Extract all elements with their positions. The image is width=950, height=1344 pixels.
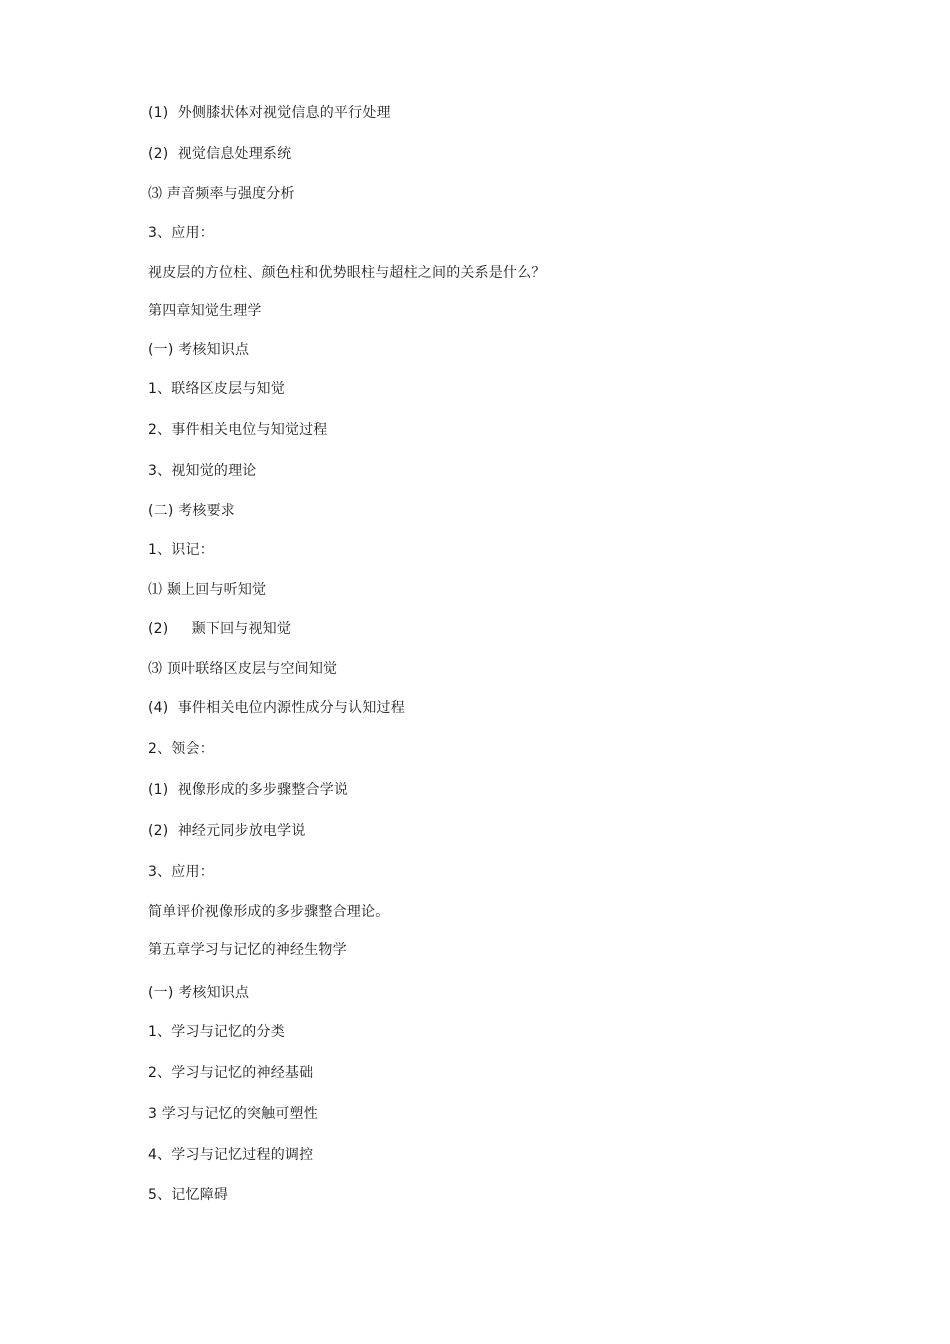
text-line: 1、学习与记忆的分类: [148, 1024, 285, 1040]
section-heading: (二) 考核要求: [148, 503, 235, 519]
text-line: (2) 颞下回与视知觉: [148, 621, 292, 637]
text-line: ⑶ 顶叶联络区皮层与空间知觉: [148, 661, 338, 677]
text-line: 简单评价视像形成的多步骤整合理论。: [148, 904, 390, 920]
chapter-heading: 第五章学习与记忆的神经生物学: [148, 942, 347, 958]
text-line: 4、学习与记忆过程的调控: [148, 1147, 314, 1163]
text-line: 3、应用：: [148, 864, 214, 880]
text-line: (1) 外侧膝状体对视觉信息的平行处理: [148, 105, 391, 121]
chapter-heading: 第四章知觉生理学: [148, 303, 262, 319]
section-heading: (一) 考核知识点: [148, 342, 250, 358]
text-line: ⑶ 声音频率与强度分析: [148, 186, 295, 202]
text-line: 2、事件相关电位与知觉过程: [148, 422, 328, 438]
text-line: 2、领会：: [148, 741, 214, 757]
text-line: 3 学习与记忆的突触可塑性: [148, 1106, 318, 1122]
text-line: ⑴ 颞上回与听知觉: [148, 582, 267, 598]
text-line: 5、记忆障碍: [148, 1187, 229, 1203]
text-line: (2) 视觉信息处理系统: [148, 146, 292, 162]
text-line: 1、识记：: [148, 542, 214, 558]
text-line: 1、联络区皮层与知觉: [148, 381, 285, 397]
section-heading: (一) 考核知识点: [148, 985, 250, 1001]
text-line: 2、学习与记忆的神经基础: [148, 1065, 314, 1081]
text-line: (1) 视像形成的多步骤整合学说: [148, 782, 349, 798]
text-line: (4) 事件相关电位内源性成分与认知过程: [148, 700, 405, 716]
text-line: 视皮层的方位柱、颜色柱和优势眼柱与超柱之间的关系是什么？: [148, 265, 546, 281]
text-line: 3、应用：: [148, 225, 214, 241]
text-line: (2) 神经元同步放电学说: [148, 823, 306, 839]
text-line: 3、视知觉的理论: [148, 463, 257, 479]
